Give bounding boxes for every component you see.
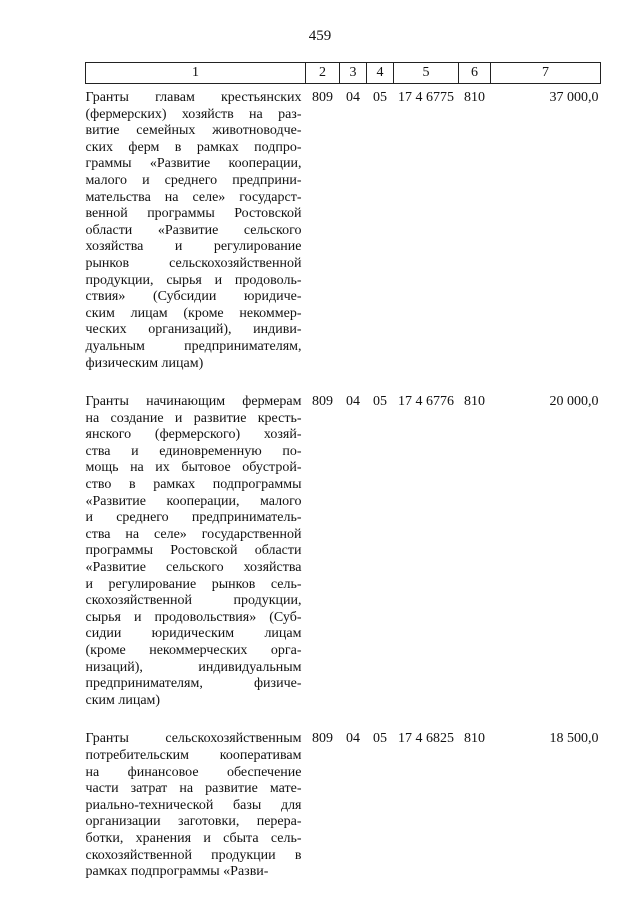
- description-line: мощь на их бытовое обустрой-: [85, 460, 302, 476]
- description-line: витие семейных животноводче-: [85, 123, 302, 139]
- description-line: области «Развитие сельского: [85, 222, 302, 238]
- description-line: ботки, хранения и сбыта сель-: [85, 830, 302, 846]
- header-cell: 2: [306, 63, 340, 84]
- description-line: ства и единовременную по-: [85, 443, 302, 459]
- row-spacer: [86, 372, 601, 388]
- row-spacer: [86, 709, 601, 725]
- section-code: 04: [346, 90, 360, 105]
- row-description: [86, 388, 306, 709]
- budget-table: [85, 62, 601, 881]
- subsection-code: 05: [373, 90, 387, 105]
- table-header: [86, 63, 601, 84]
- header-cell: 7: [491, 63, 601, 84]
- description-line: рамках подпрограммы «Разви-: [85, 864, 269, 880]
- description-line: сырья и продовольствия» (Суб-: [85, 609, 302, 625]
- table-body: [86, 84, 601, 881]
- description-line: ских ферм в рамках подпро-: [85, 139, 302, 155]
- subsection-code: 05: [373, 394, 387, 410]
- description-line: ческих организаций), индиви-: [85, 322, 302, 338]
- description-line: (кроме некоммерческих орга-: [85, 643, 302, 658]
- page-number: 459: [308, 28, 332, 44]
- expense-type-code: 810: [464, 394, 485, 410]
- description-line: рынков сельскохозяйственной: [85, 255, 302, 271]
- subsection-code: 05: [373, 731, 387, 747]
- ministry-code: 809: [312, 90, 333, 105]
- amount-value: 20 000,0: [549, 394, 599, 410]
- expense-type-code: 810: [464, 90, 485, 105]
- description-line: и регулирование рынков сель-: [85, 576, 302, 592]
- description-line: организации заготовки, перера-: [85, 814, 302, 830]
- description-line: на создание и развитие кресть-: [85, 410, 302, 426]
- description-line: малого и среднего предприни-: [85, 172, 302, 188]
- header-cell: 4: [367, 63, 394, 84]
- description-line: программы Ростовской области: [85, 543, 302, 559]
- row-description: [86, 725, 306, 880]
- description-line: предпринимателям, физиче-: [85, 676, 302, 692]
- description-line: ства на селе» государственной: [85, 526, 302, 542]
- description-line: скохозяйственной продукции,: [85, 593, 302, 609]
- description-line: низаций), индивидуальным: [85, 659, 302, 675]
- row-description: [86, 84, 306, 373]
- description-line: и среднего предприниматель-: [85, 510, 302, 526]
- description-line: ским лицам): [85, 692, 161, 708]
- description-line: продукции, сырья и продоволь-: [85, 272, 302, 288]
- amount-value: 37 000,0: [549, 90, 599, 105]
- table-row: [86, 725, 601, 880]
- description-line: части затрат на развитие мате-: [85, 781, 302, 797]
- description-line: мательства на селе» государст-: [85, 189, 302, 205]
- description-line: Гранты сельскохозяйственным: [85, 731, 302, 747]
- header-row: [86, 63, 601, 84]
- expense-type-code: 810: [464, 731, 485, 747]
- description-line: ствия» (Субсидии юридиче-: [85, 289, 302, 305]
- spacer-cell: [86, 709, 601, 725]
- description-line: «Развитие сельского хозяйства: [85, 560, 302, 576]
- amount-value: 18 500,0: [549, 731, 599, 747]
- ministry-code: 809: [312, 731, 333, 747]
- header-cell: 6: [459, 63, 491, 84]
- description-line: граммы «Развитие кооперации,: [85, 156, 302, 172]
- header-cell: 5: [394, 63, 459, 84]
- description-line: «Развитие кооперации, малого: [85, 493, 302, 509]
- description-line: хозяйства и регулирование: [85, 239, 302, 255]
- section-code: 04: [346, 731, 360, 747]
- ministry-code: 809: [312, 394, 333, 410]
- header-cell: 1: [86, 63, 306, 84]
- description-line: потребительским кооперативам: [85, 747, 302, 763]
- table-row: [86, 84, 601, 373]
- target-article-code: 17 4 6775: [398, 90, 454, 105]
- description-line: физическим лицам): [85, 355, 204, 371]
- description-line: скохозяйственной продукции в: [85, 847, 302, 863]
- description-line: ским лицам (кроме некоммер-: [85, 305, 302, 321]
- table-row: [86, 388, 601, 709]
- description-line: сидии юридическим лицам: [85, 626, 302, 642]
- section-code: 04: [346, 394, 360, 410]
- description-line: ство в рамках подпрограммы: [85, 477, 302, 493]
- target-article-code: 17 4 6825: [398, 731, 454, 747]
- spacer-cell: [86, 372, 601, 388]
- description-line: на финансовое обеспечение: [85, 764, 302, 780]
- description-line: риально-технической базы для: [85, 797, 302, 813]
- description-line: Гранты главам крестьянских: [85, 90, 302, 105]
- description-line: Гранты начинающим фермерам: [85, 394, 302, 410]
- description-line: янского (фермерского) хозяй-: [85, 427, 302, 443]
- description-line: венной программы Ростовской: [85, 206, 302, 222]
- header-cell: 3: [340, 63, 367, 84]
- description-line: дуальным предпринимателям,: [85, 338, 302, 354]
- target-article-code: 17 4 6776: [398, 394, 454, 410]
- description-line: (фермерских) хозяйств на раз-: [85, 106, 302, 122]
